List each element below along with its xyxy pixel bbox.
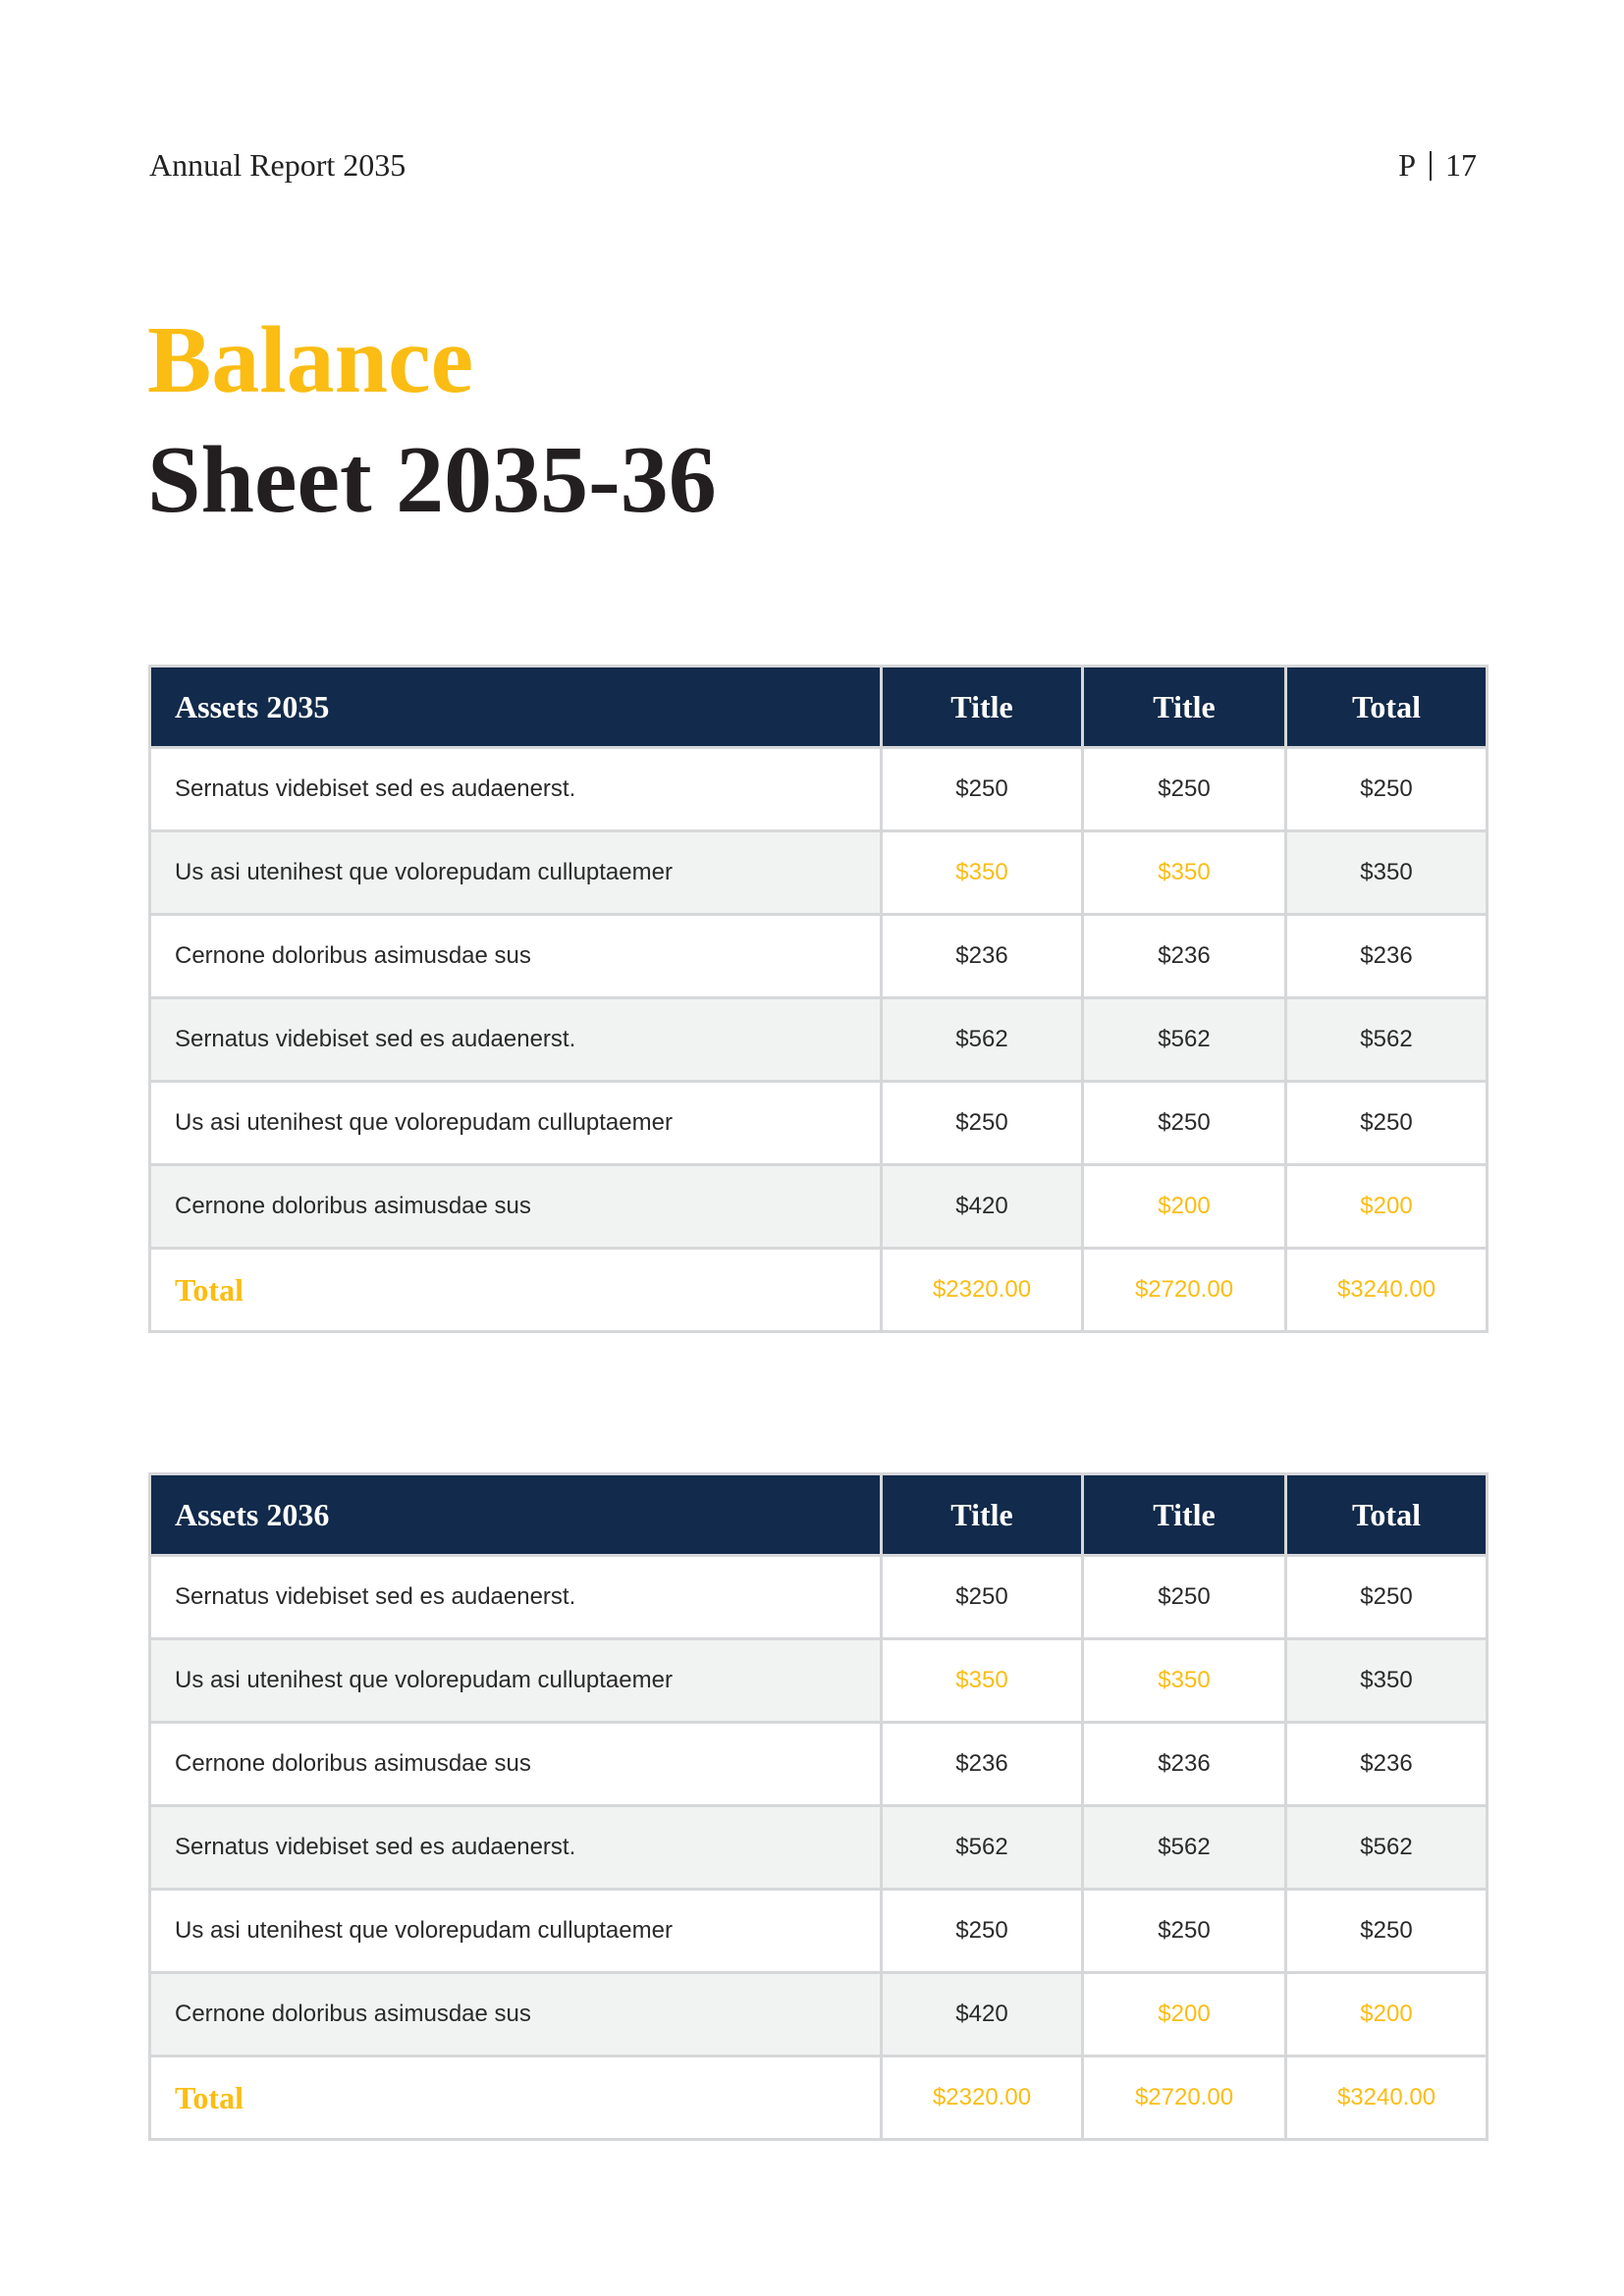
row-value: $562 [882, 998, 1083, 1082]
row-value: $350 [882, 1639, 1083, 1723]
total-value: $3240.00 [1286, 1249, 1488, 1332]
page-separator [1430, 151, 1432, 181]
row-value: $250 [1286, 748, 1488, 831]
table-header-row [150, 1474, 1488, 1556]
row-value: $562 [1083, 998, 1286, 1082]
total-value: $2320.00 [882, 1249, 1083, 1332]
total-label: Total [150, 1249, 882, 1332]
row-value: $200 [1083, 1165, 1286, 1249]
table-row [150, 1639, 1488, 1723]
row-label: Us asi utenihest que volorepudam culluptaemer [150, 1890, 882, 1973]
total-value: $2720.00 [1083, 2056, 1286, 2140]
row-value: $350 [1286, 1639, 1488, 1723]
row-value: $250 [1083, 1082, 1286, 1165]
table-row [150, 915, 1488, 998]
total-row [150, 2056, 1488, 2140]
row-value: $562 [1286, 998, 1488, 1082]
row-label: Cernone doloribus asimusdae sus [150, 915, 882, 998]
row-label: Sernatus videbiset sed es audaenerst. [150, 748, 882, 831]
row-value: $420 [882, 1973, 1083, 2056]
table-row [150, 998, 1488, 1082]
row-value: $200 [1083, 1973, 1286, 2056]
row-value: $350 [1083, 1639, 1286, 1723]
table-header-row [150, 667, 1488, 748]
table-row [150, 1806, 1488, 1890]
table-row [150, 1165, 1488, 1249]
total-value: $2720.00 [1083, 1249, 1286, 1332]
table-row [150, 1556, 1488, 1639]
column-header: Assets 2035 [150, 667, 882, 748]
row-label: Sernatus videbiset sed es audaenerst. [150, 998, 882, 1082]
column-header: Assets 2036 [150, 1474, 882, 1556]
page-title-accent: Balance [147, 307, 474, 413]
total-label: Total [150, 2056, 882, 2140]
assets-2035-table [148, 665, 1489, 1333]
row-label: Us asi utenihest que volorepudam culluptaemer [150, 1639, 882, 1723]
row-value: $236 [1286, 915, 1488, 998]
row-value: $350 [1083, 831, 1286, 915]
total-row [150, 1249, 1488, 1332]
table-row [150, 1973, 1488, 2056]
row-value: $562 [1286, 1806, 1488, 1890]
table-row [150, 748, 1488, 831]
row-value: $250 [882, 748, 1083, 831]
report-title: Annual Report 2035 [149, 147, 406, 183]
row-value: $200 [1286, 1973, 1488, 2056]
table-row [150, 1082, 1488, 1165]
row-label: Us asi utenihest que volorepudam culluptaemer [150, 831, 882, 915]
column-header: Total [1286, 1474, 1488, 1556]
row-value: $250 [882, 1556, 1083, 1639]
row-value: $200 [1286, 1165, 1488, 1249]
row-value: $236 [1286, 1723, 1488, 1806]
row-value: $236 [1083, 1723, 1286, 1806]
row-value: $250 [1083, 748, 1286, 831]
row-label: Cernone doloribus asimusdae sus [150, 1165, 882, 1249]
row-value: $250 [1083, 1890, 1286, 1973]
row-value: $250 [1286, 1556, 1488, 1639]
page-indicator [1398, 147, 1477, 184]
column-header: Total [1286, 667, 1488, 748]
table-row [150, 1890, 1488, 1973]
row-value: $562 [1083, 1806, 1286, 1890]
page-prefix: P [1398, 147, 1416, 183]
column-header: Title [882, 667, 1083, 748]
page-title: Sheet 2035-36 [147, 427, 717, 533]
row-value: $420 [882, 1165, 1083, 1249]
row-label: Cernone doloribus asimusdae sus [150, 1723, 882, 1806]
row-value: $236 [1083, 915, 1286, 998]
row-label: Sernatus videbiset sed es audaenerst. [150, 1806, 882, 1890]
row-label: Sernatus videbiset sed es audaenerst. [150, 1556, 882, 1639]
row-value: $236 [882, 1723, 1083, 1806]
row-value: $250 [882, 1890, 1083, 1973]
row-value: $562 [882, 1806, 1083, 1890]
row-value: $236 [882, 915, 1083, 998]
total-value: $3240.00 [1286, 2056, 1488, 2140]
column-header: Title [882, 1474, 1083, 1556]
page-number: 17 [1445, 147, 1477, 183]
total-value: $2320.00 [882, 2056, 1083, 2140]
row-value: $350 [882, 831, 1083, 915]
assets-2036-table [148, 1472, 1489, 2141]
table-row [150, 1723, 1488, 1806]
row-value: $250 [1083, 1556, 1286, 1639]
row-value: $250 [1286, 1082, 1488, 1165]
table-row [150, 831, 1488, 915]
row-value: $250 [1286, 1890, 1488, 1973]
row-label: Cernone doloribus asimusdae sus [150, 1973, 882, 2056]
column-header: Title [1083, 667, 1286, 748]
row-label: Us asi utenihest que volorepudam culluptaemer [150, 1082, 882, 1165]
column-header: Title [1083, 1474, 1286, 1556]
row-value: $250 [882, 1082, 1083, 1165]
row-value: $350 [1286, 831, 1488, 915]
